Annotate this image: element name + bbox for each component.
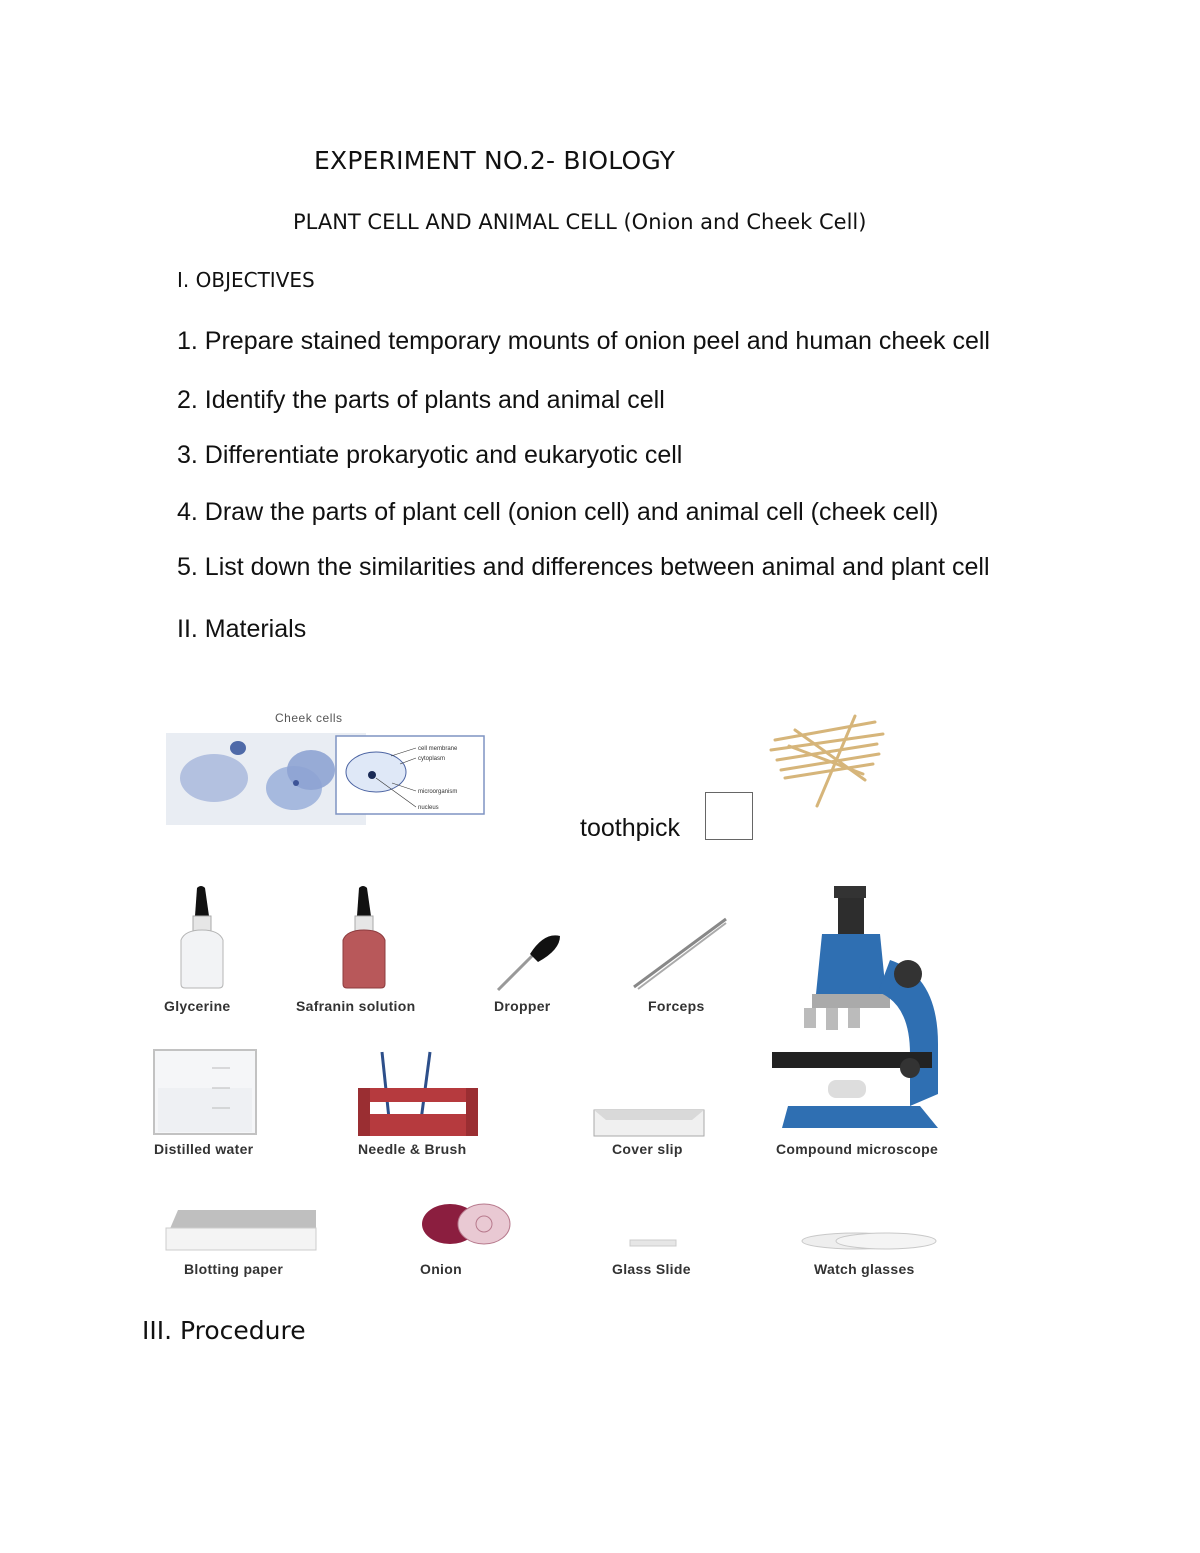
forceps-label: Forceps	[648, 998, 705, 1014]
blotting-paper-icon	[164, 1208, 318, 1252]
toothpick-label: toothpick	[580, 814, 681, 842]
forceps-icon	[630, 915, 730, 991]
cover-slip-icon	[592, 1106, 706, 1140]
needle-brush-label: Needle & Brush	[358, 1141, 467, 1157]
cheek-label: microorganism	[418, 789, 458, 795]
beaker-icon	[152, 1048, 258, 1136]
onion-icon	[420, 1200, 512, 1250]
glycerine-bottle-icon	[175, 886, 229, 990]
cheek-cells-image	[166, 728, 486, 826]
objective-item: 4. Draw the parts of plant cell (onion cell) and animal cell (cheek cell)	[177, 498, 939, 526]
document-title: EXPERIMENT NO.2- BIOLOGY	[314, 146, 676, 175]
glass-slide-icon	[630, 1240, 678, 1248]
watch-glasses-label: Watch glasses	[814, 1261, 915, 1277]
toothpick-image	[765, 710, 890, 810]
objective-item: 3. Differentiate prokaryotic and eukaryotic cell	[177, 441, 683, 469]
dropper-label: Dropper	[494, 998, 551, 1014]
document-subtitle: PLANT CELL AND ANIMAL CELL (Onion and Cheek Cell)	[293, 210, 867, 234]
cheek-cells-title: Cheek cells	[275, 711, 343, 725]
dropper-icon	[494, 930, 564, 994]
watch-glasses-icon	[800, 1230, 940, 1252]
cover-slip-label: Cover slip	[612, 1141, 683, 1157]
materials-heading: II. Materials	[177, 615, 307, 643]
objective-item: 1. Prepare stained temporary mounts of onion peel and human cheek cell	[177, 327, 990, 355]
glycerine-label: Glycerine	[164, 998, 231, 1014]
compound-microscope-icon	[770, 884, 946, 1140]
cheek-label: cytoplasm	[418, 756, 446, 762]
toothpick-box	[705, 792, 753, 840]
cheek-label: nucleus	[418, 805, 439, 811]
blotting-paper-label: Blotting paper	[184, 1261, 284, 1277]
safranin-bottle-icon	[337, 886, 391, 990]
microscope-label: Compound microscope	[776, 1141, 939, 1157]
safranin-label: Safranin solution	[296, 998, 416, 1014]
glass-slide-label: Glass Slide	[612, 1261, 691, 1277]
objective-item: 2. Identify the parts of plants and animal cell	[177, 386, 665, 414]
cheek-label: cell membrane	[418, 746, 458, 752]
objectives-heading: I. OBJECTIVES	[177, 268, 315, 292]
procedure-heading: III. Procedure	[142, 1316, 306, 1345]
needle-brush-icon	[354, 1050, 482, 1140]
distilled-water-label: Distilled water	[154, 1141, 254, 1157]
objective-item: 5. List down the similarities and differences between animal and plant cell	[177, 553, 990, 581]
onion-label: Onion	[420, 1261, 462, 1277]
